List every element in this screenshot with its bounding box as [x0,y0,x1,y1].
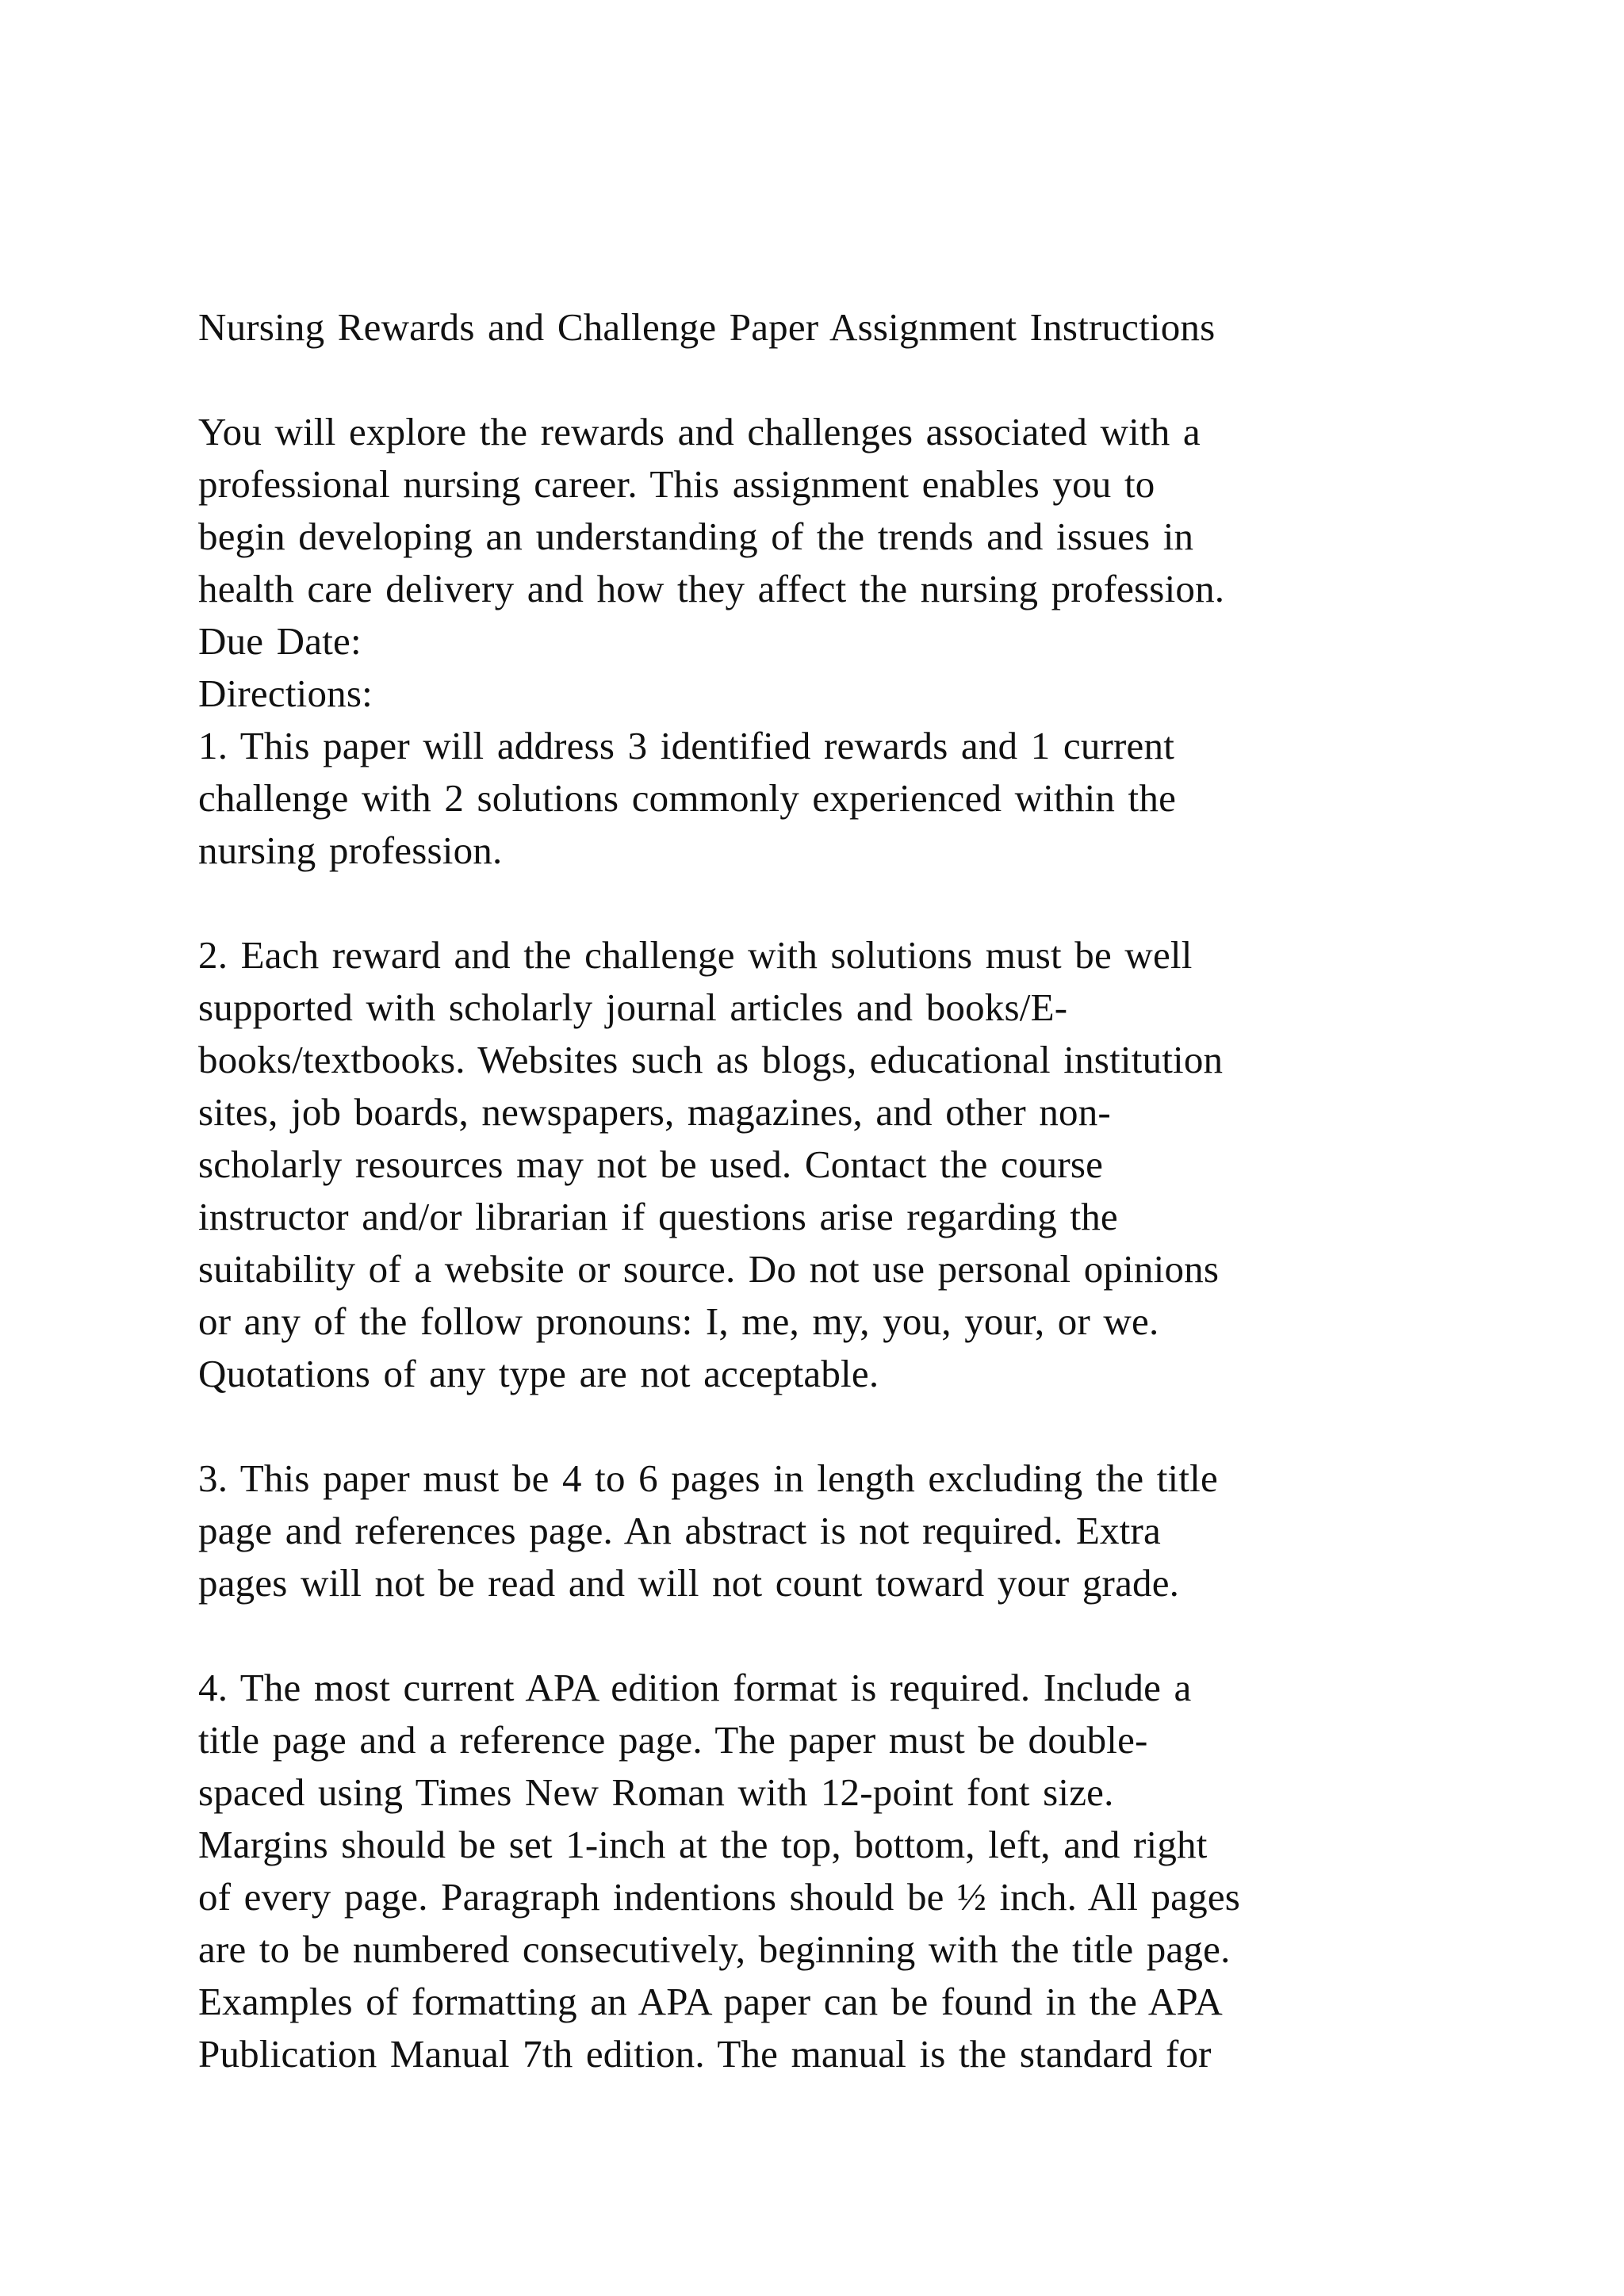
item-2-line: 2. Each reward and the challenge with solutions must be well [198,933,1193,977]
item-2-line: suitability of a website or source. Do not use personal opinions [198,1247,1220,1291]
item-2-line: supported with scholarly journal articles and books/E- [198,985,1068,1029]
document-text [198,301,1499,2080]
item-2-line: Quotations of any type are not acceptable. [198,1352,879,1395]
item-3-line: 3. This paper must be 4 to 6 pages in length excluding the title [198,1456,1218,1500]
due-date-label: Due Date: [198,619,362,663]
item-4-line: Examples of formatting an APA paper can be found in the APA [198,1980,1223,2023]
paragraph-gap [198,877,1499,929]
item-1-line: nursing profession. [198,828,503,872]
intro-line: health care delivery and how they affect the nursing profession. [198,567,1225,610]
directions-label: Directions: [198,672,373,715]
document-title: Nursing Rewards and Challenge Paper Assignment Instructions [198,305,1216,349]
item-2-line: or any of the follow pronouns: I, me, my, you, your, or we. [198,1299,1159,1343]
item-2-line: scholarly resources may not be used. Contact the course [198,1142,1104,1186]
item-1-line: 1. This paper will address 3 identified rewards and 1 current [198,724,1175,767]
item-4-line: title page and a reference page. The paper must be double- [198,1718,1148,1762]
paragraph-gap [198,1400,1499,1452]
intro-line: You will explore the rewards and challenges associated with a [198,410,1201,453]
paragraph-gap [198,1609,1499,1662]
item-4-line: Margins should be set 1-inch at the top, bottom, left, and right [198,1823,1208,1866]
item-4-line: 4. The most current APA edition format is required. Include a [198,1666,1192,1709]
item-3-line: pages will not be read and will not count toward your grade. [198,1561,1180,1605]
item-4-line: of every page. Paragraph indentions should be ½ inch. All pages [198,1875,1241,1919]
item-2-line: instructor and/or librarian if questions arise regarding the [198,1195,1118,1238]
item-4-line: spaced using Times New Roman with 12-point font size. [198,1770,1114,1814]
item-2-line: sites, job boards, newspapers, magazines, and other non- [198,1090,1111,1134]
item-2-line: books/textbooks. Websites such as blogs, educational institution [198,1038,1224,1081]
intro-line: begin developing an understanding of the trends and issues in [198,515,1194,558]
item-4-line: are to be numbered consecutively, beginning with the title page. [198,1927,1231,1971]
item-4-line: Publication Manual 7th edition. The manual is the standard for [198,2032,1212,2076]
item-1-line: challenge with 2 solutions commonly experienced within the [198,776,1177,820]
item-3-line: page and references page. An abstract is not required. Extra [198,1509,1161,1552]
intro-line: professional nursing career. This assignment enables you to [198,462,1155,506]
paragraph-gap [198,354,1499,406]
